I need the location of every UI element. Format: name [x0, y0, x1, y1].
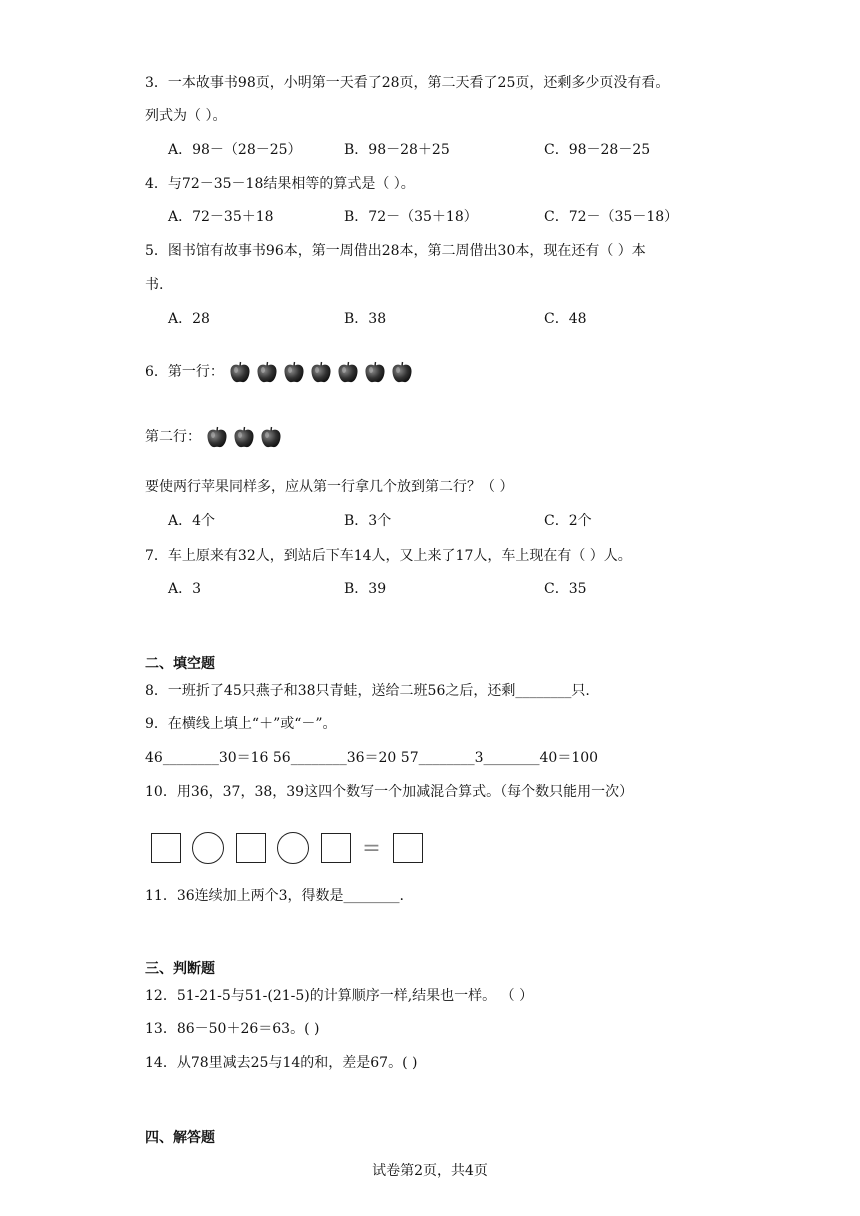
q6-option-a: A．4个 [168, 513, 216, 529]
apple-icon [232, 425, 256, 449]
section-heading-true-false: 三、判断题 [145, 961, 215, 977]
apple-icon [282, 360, 306, 384]
apple-icon [205, 425, 229, 449]
q3-text-line1: 3．一本故事书98页，小明第一天看了28页，第二天看了25页，还剩多少页没有看。 [145, 75, 670, 91]
answer-box[interactable] [151, 833, 181, 863]
q10-text: 10．用36，37，38，39这四个数写一个加减混合算式。（每个数只能用一次） [145, 784, 634, 800]
q5-option-a: A．28 [168, 311, 210, 327]
q3-option-b: B．98－28＋25 [344, 142, 450, 158]
q4-option-a: A．72－35＋18 [168, 209, 274, 225]
apple-icon [336, 360, 360, 384]
q14-text: 14．从78里减去25与14的和，差是67。( ) [145, 1055, 418, 1071]
q7-option-b: B．39 [344, 581, 387, 597]
answer-box[interactable] [321, 833, 351, 863]
q7-option-c: C．35 [544, 581, 587, 597]
apple-icon [259, 425, 283, 449]
q7-text: 7．车上原来有32人，到站后下车14人，又上来了17人，车上现在有（ ）人。 [145, 548, 632, 564]
q9-expressions: 46________30＝16 56________36＝20 57________3________40＝100 [145, 750, 599, 766]
q4-option-c: C．72－（35－18） [544, 209, 679, 225]
q13-text: 13．86－50＋26＝63。( ) [145, 1021, 320, 1037]
q11-text: 11．36连续加上两个3，得数是________. [145, 888, 404, 904]
q6-question: 要使两行苹果同样多，应从第一行拿几个放到第二行？（ ） [145, 479, 514, 495]
q9-text: 9．在横线上填上“＋”或“－”。 [145, 716, 337, 732]
apple-icon [390, 360, 414, 384]
q12-text: 12．51-21-5与51-(21-5)的计算顺序一样,结果也一样。 （ ） [145, 988, 534, 1004]
section-heading-word-problems: 四、解答题 [145, 1130, 215, 1146]
q4-text: 4．与72－35－18结果相等的算式是（ ）。 [145, 176, 415, 192]
operator-circle[interactable] [277, 832, 309, 864]
result-box[interactable] [393, 833, 423, 863]
q6-option-b: B．3个 [344, 513, 392, 529]
q6-row2-label: 第二行： [145, 429, 201, 445]
q6-row1-label: 6．第一行： [145, 364, 224, 380]
q5-option-b: B．38 [344, 311, 387, 327]
operator-circle[interactable] [192, 832, 224, 864]
apple-row-2 [205, 425, 286, 449]
apple-icon [363, 360, 387, 384]
q5-text-line2: 书. [145, 277, 164, 293]
q6-option-c: C．2个 [544, 513, 592, 529]
section-heading-fill-blank: 二、填空题 [145, 656, 215, 672]
apple-icon [309, 360, 333, 384]
q7-option-a: A．3 [168, 581, 202, 597]
q6-row1 [145, 360, 417, 384]
q3-text-line2: 列式为（ ）。 [145, 108, 227, 124]
apple-icon [255, 360, 279, 384]
answer-box[interactable] [236, 833, 266, 863]
q3-option-c: C．98－28－25 [544, 142, 651, 158]
q8-text: 8．一班折了45只燕子和38只青蛙，送给二班56之后，还剩________只. [145, 683, 590, 699]
q6-row2 [145, 425, 286, 449]
apple-row-1 [228, 360, 417, 384]
q5-text-line1: 5．图书馆有故事书96本，第一周借出28本，第二周借出30本，现在还有（ ）本 [145, 243, 646, 259]
page-footer: 试卷第2页，共4页 [372, 1163, 488, 1179]
q10-answer-template [151, 832, 430, 864]
apple-icon [228, 360, 252, 384]
q3-option-a: A．98－（28－25） [168, 142, 302, 158]
equals-sign: = [362, 835, 381, 861]
q5-option-c: C．48 [544, 311, 587, 327]
q4-option-b: B．72－（35＋18） [344, 209, 478, 225]
